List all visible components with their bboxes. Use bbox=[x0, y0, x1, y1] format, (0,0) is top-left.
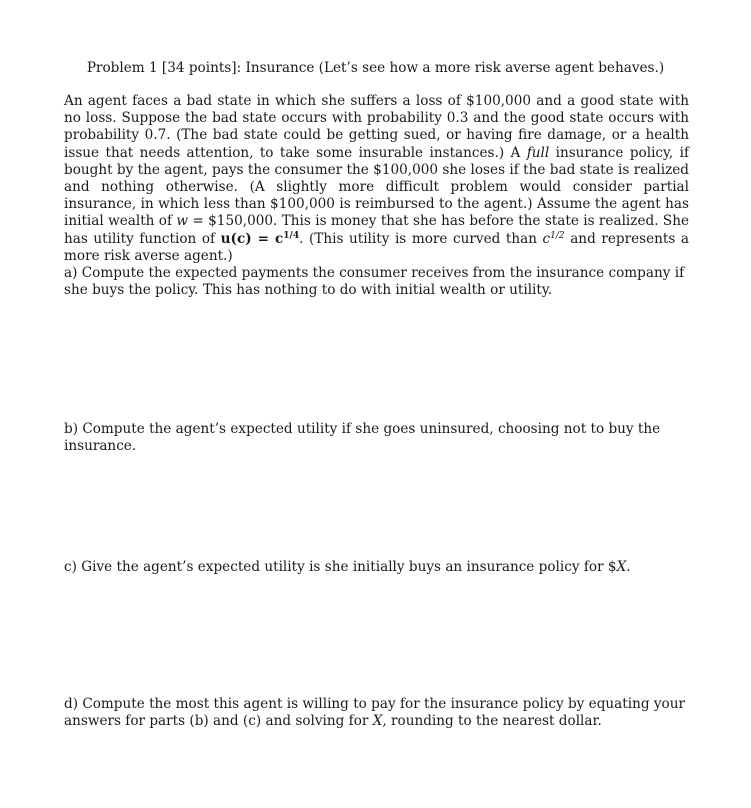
compare-exponent: 1/2 bbox=[550, 230, 565, 241]
intro-text-3: = $150,000. This is money that she has before the state is realized. She has utility function of bbox=[64, 213, 689, 247]
wealth-variable: w bbox=[176, 213, 189, 230]
question-d bbox=[64, 696, 689, 730]
utility-exponent: 1/4 bbox=[283, 230, 300, 241]
intro-text-2: insurance policy, if bought by the agent, pays the consumer the $100,000 she loses if the bad state is realized and nothing otherwise. (A slightly more difficult problem would consider partial insurance, in which less than $100,000 is reimbursed to the agent.) Assume the agent has initial wealth of bbox=[64, 144, 689, 230]
intro-text-4: . (This utility is more curved than bbox=[299, 230, 543, 247]
full-emphasis: full bbox=[526, 144, 550, 161]
intro-text-5: and represents a more risk averse agent.) bbox=[64, 230, 689, 264]
question-c-end: . bbox=[626, 559, 631, 575]
problem-intro-paragraph bbox=[64, 93, 689, 265]
compare-function bbox=[543, 231, 565, 247]
problem-title: Problem 1 [34 points]: Insurance (Let’s see how a more risk averse agent behaves.) bbox=[86, 60, 665, 76]
question-d-variable: X bbox=[372, 713, 383, 730]
question-d-text: d) Compute the most this agent is willing to pay for the insurance policy by equating your answers for parts (b) and (c) and solving for bbox=[64, 696, 685, 730]
question-d-end: , rounding to the nearest dollar. bbox=[382, 713, 602, 730]
intro-text-1: An agent faces a bad state in which she suffers a loss of $100,000 and a good state with no loss. Suppose the bad state occurs with probability 0.3 and the good state occurs with probability 0.7. (The bad state could be getting sued, or having fire damage, or a health issue that needs attention, to take some insurable instances.) A bbox=[64, 93, 689, 161]
question-c bbox=[64, 559, 689, 576]
compare-base: c bbox=[542, 230, 551, 247]
utility-function-lhs: u(c) = c bbox=[220, 230, 284, 247]
question-c-text: c) Give the agent’s expected utility is she initially buys an insurance policy for $ bbox=[64, 559, 617, 575]
question-c-variable: X bbox=[616, 559, 627, 575]
question-b: b) Compute the agent’s expected utility if she goes uninsured, choosing not to buy the insurance. bbox=[64, 421, 661, 455]
question-a: a) Compute the expected payments the consumer receives from the insurance company if she buys the policy. This has nothing to do with initial wealth or utility. bbox=[64, 265, 685, 299]
utility-function bbox=[221, 231, 299, 247]
